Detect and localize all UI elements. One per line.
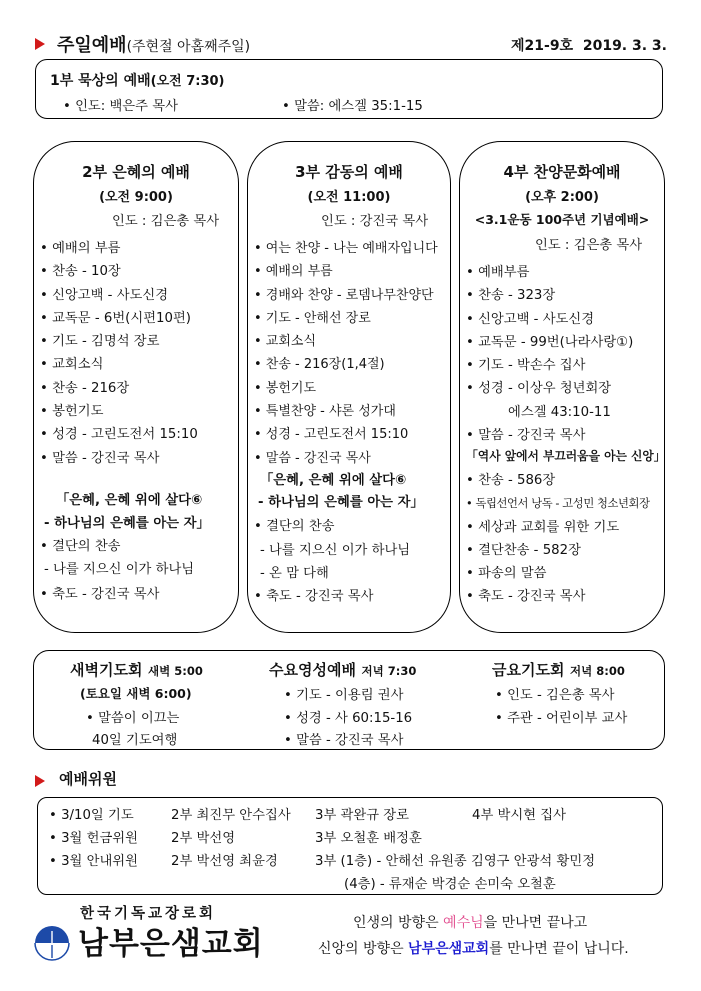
dawn-heading bbox=[70, 659, 203, 680]
slogan1-text-c: 을 만나면 끝나고 bbox=[483, 915, 588, 931]
slogan-line-1 bbox=[353, 912, 587, 932]
service2-time: (오전 9:00) bbox=[99, 190, 173, 205]
weekday-services-box bbox=[33, 650, 665, 750]
committee-box bbox=[37, 797, 663, 895]
service1-time: (오전 7:30) bbox=[150, 74, 225, 89]
issue-number: 제21-9호 bbox=[511, 38, 574, 54]
list-item: • 결단찬송 - 582장 bbox=[466, 542, 581, 558]
list-item: • 봉헌기도 bbox=[254, 380, 317, 396]
service2-order bbox=[40, 237, 198, 470]
wednesday-item: • 성경 - 사 60:15-16 bbox=[284, 711, 413, 726]
service2-sermon-title-2: - 하나님의 은혜를 아는 자」 bbox=[44, 516, 210, 531]
service3-hymn-title-2: - 온 맘 다해 bbox=[260, 566, 329, 581]
service3-leader: 인도 : 강진국 목사 bbox=[321, 214, 429, 229]
list-item: • 독립선언서 낭독 - 고성민 청소년회장 bbox=[466, 497, 650, 511]
service3-sermon-title-1: 「은혜, 은혜 위에 살다⑥ bbox=[260, 473, 407, 488]
list-item: • 찬송 - 323장 bbox=[466, 288, 556, 304]
friday-title: 금요기도회 bbox=[492, 661, 565, 679]
committee-usher-3: 3부 (1층) - 안해선 유원종 김영구 안광석 황민정 bbox=[315, 854, 596, 869]
committee-heading: 예배위원 bbox=[59, 770, 117, 788]
service4-sermon-title: 「역사 앞에서 부끄러움을 아는 신앙」 bbox=[466, 449, 666, 463]
dawn-time: 새벽 5:00 bbox=[148, 664, 203, 678]
committee-usher-4: (4층) - 류재순 박경순 손미숙 오철훈 bbox=[344, 877, 556, 892]
committee-prayer-4: 4부 박시현 집사 bbox=[472, 808, 566, 823]
title-subtitle: (주현절 아홉째주일) bbox=[126, 39, 251, 55]
title-text: 주일예배 bbox=[57, 35, 127, 56]
committee-arrow-icon bbox=[35, 775, 45, 787]
friday-item: • 주관 - 어린이부 교사 bbox=[495, 711, 628, 726]
dawn-saturday: (토요일 새벽 6:00) bbox=[80, 686, 192, 701]
service1-heading bbox=[50, 70, 225, 90]
list-item: • 교회소식 bbox=[254, 334, 317, 350]
service3-title: 3부 감동의 예배 bbox=[295, 163, 403, 181]
service2-sermon-title-1: 「은혜, 은혜 위에 살다⑥ bbox=[56, 493, 203, 508]
service2-closing-hymn: • 결단의 찬송 bbox=[40, 539, 121, 554]
list-item: • 예배부름 bbox=[466, 265, 530, 280]
committee-prayer-3: 3부 곽완규 장로 bbox=[315, 808, 409, 823]
committee-offering-label: • 3월 헌금위원 bbox=[49, 831, 138, 846]
service1-sermon: • 말씀: 에스겔 35:1-15 bbox=[282, 99, 423, 114]
list-item: • 축도 - 강진국 목사 bbox=[466, 589, 586, 605]
service3-benediction: • 축도 - 강진국 목사 bbox=[254, 589, 374, 604]
church-name: 남부은샘교회 bbox=[78, 926, 264, 962]
service1-box bbox=[35, 59, 663, 119]
service3-order bbox=[254, 237, 438, 470]
list-item: • 신앙고백 - 사도신경 bbox=[466, 311, 595, 327]
service3-closing-hymn: • 결단의 찬송 bbox=[254, 519, 335, 534]
list-item: • 기도 - 박손수 집사 bbox=[466, 358, 586, 374]
list-item: 에스겔 43:10-11 bbox=[508, 404, 611, 420]
list-item: • 기도 - 김명석 장로 bbox=[40, 334, 160, 350]
dawn-line-2: 40일 기도여행 bbox=[92, 733, 178, 748]
dawn-line-1: • 말씀이 이끄는 bbox=[86, 711, 180, 726]
list-item: • 교회소식 bbox=[40, 357, 104, 373]
dawn-title: 새벽기도회 bbox=[70, 661, 143, 679]
list-item: • 파송의 말씀 bbox=[466, 566, 547, 582]
list-item: • 성경 - 고린도전서 15:10 bbox=[40, 427, 198, 443]
list-item: • 세상과 교회를 위한 기도 bbox=[466, 519, 620, 535]
slogan2-text-c: 를 만나면 끝이 납니다. bbox=[489, 941, 629, 957]
list-item: • 찬송 - 10장 bbox=[40, 264, 121, 280]
service2-benediction: • 축도 - 강진국 목사 bbox=[40, 587, 160, 602]
service4-box bbox=[459, 141, 665, 633]
service4-order bbox=[466, 261, 633, 447]
service2-leader: 인도 : 김은총 목사 bbox=[112, 214, 220, 229]
list-item: • 교독문 - 99번(나라사랑①) bbox=[466, 334, 634, 350]
service1-title: 1부 묵상의 예배 bbox=[50, 73, 151, 89]
list-item: • 봉헌기도 bbox=[40, 404, 104, 420]
service4-time: (오후 2:00) bbox=[525, 190, 599, 205]
service4-title: 4부 찬양문화예배 bbox=[503, 163, 621, 181]
service2-box bbox=[33, 141, 239, 633]
friday-item: • 인도 - 김은총 목사 bbox=[495, 688, 615, 703]
service1-leader: • 인도: 백은주 목사 bbox=[63, 99, 178, 114]
wednesday-time: 저녁 7:30 bbox=[361, 664, 417, 678]
slogan1-text-a: 인생의 방향은 bbox=[353, 915, 444, 931]
list-item: • 말씀 - 강진국 목사 bbox=[466, 428, 586, 444]
wednesday-item: • 기도 - 이용림 권사 bbox=[284, 688, 404, 703]
service3-box bbox=[247, 141, 451, 633]
church-logo-icon bbox=[34, 925, 70, 961]
friday-heading bbox=[492, 659, 625, 680]
service3-time: (오전 11:00) bbox=[307, 190, 391, 205]
service4-leader: 인도 : 김은총 목사 bbox=[535, 238, 643, 253]
committee-usher-2: 2부 박선영 최윤경 bbox=[171, 854, 278, 869]
list-item: • 찬송 - 586장 bbox=[466, 473, 556, 488]
slogan2-text-a: 신앙의 방향은 bbox=[318, 941, 409, 957]
wednesday-item: • 말씀 - 강진국 목사 bbox=[284, 733, 404, 748]
list-item: • 여는 찬양 - 나는 예배자입니다 bbox=[254, 241, 438, 256]
list-item: • 기도 - 안해선 장로 bbox=[254, 310, 371, 326]
slogan-line-2 bbox=[318, 938, 629, 958]
page-title bbox=[57, 31, 250, 57]
committee-offering-3: 3부 오철훈 배정훈 bbox=[315, 831, 422, 846]
service2-title: 2부 은혜의 예배 bbox=[82, 163, 190, 181]
service4-order-2 bbox=[466, 469, 650, 609]
issue-info bbox=[511, 35, 667, 55]
service3-sermon-title-2: - 하나님의 은혜를 아는 자」 bbox=[258, 495, 424, 510]
list-item: • 교독문 - 6번(시편10편) bbox=[40, 310, 191, 326]
list-item: • 성경 - 이상우 청년회장 bbox=[466, 381, 612, 397]
committee-offering-2: 2부 박선영 bbox=[171, 831, 236, 846]
list-item: • 특별찬양 - 샤론 성가대 bbox=[254, 404, 396, 420]
service2-hymn-title: - 나를 지으신 이가 하나님 bbox=[44, 562, 195, 577]
committee-usher-label: • 3월 안내위원 bbox=[49, 854, 138, 869]
list-item: • 경배와 찬양 - 로뎀나무찬양단 bbox=[254, 287, 434, 303]
list-item: • 성경 - 고린도전서 15:10 bbox=[254, 427, 409, 443]
wednesday-title: 수요영성예배 bbox=[269, 661, 356, 679]
list-item: • 찬송 - 216장 bbox=[40, 380, 130, 396]
denomination-name: 한국기독교장로회 bbox=[80, 906, 217, 922]
committee-prayer-2: 2부 최진무 안수집사 bbox=[171, 808, 291, 823]
issue-date: 2019. 3. 3. bbox=[582, 38, 667, 54]
service3-hymn-title: - 나를 지으신 이가 하나님 bbox=[260, 543, 411, 558]
list-item: • 찬송 - 216장(1,4절) bbox=[254, 357, 385, 373]
friday-time: 저녁 8:00 bbox=[570, 664, 625, 678]
committee-prayer-label: • 3/10일 기도 bbox=[49, 808, 134, 823]
title-arrow-icon bbox=[35, 38, 45, 50]
slogan2-highlight: 남부은샘교회 bbox=[408, 941, 490, 957]
list-item: • 예배의 부름 bbox=[40, 241, 121, 256]
list-item: • 말씀 - 강진국 목사 bbox=[40, 450, 160, 466]
list-item: • 말씀 - 강진국 목사 bbox=[254, 450, 371, 466]
list-item: • 신앙고백 - 사도신경 bbox=[40, 287, 169, 303]
list-item: • 예배의 부름 bbox=[254, 264, 333, 280]
slogan1-highlight: 예수님 bbox=[443, 915, 484, 931]
wednesday-heading bbox=[269, 659, 416, 680]
service4-subtitle: <3.1운동 100주년 기념예배> bbox=[474, 212, 650, 227]
